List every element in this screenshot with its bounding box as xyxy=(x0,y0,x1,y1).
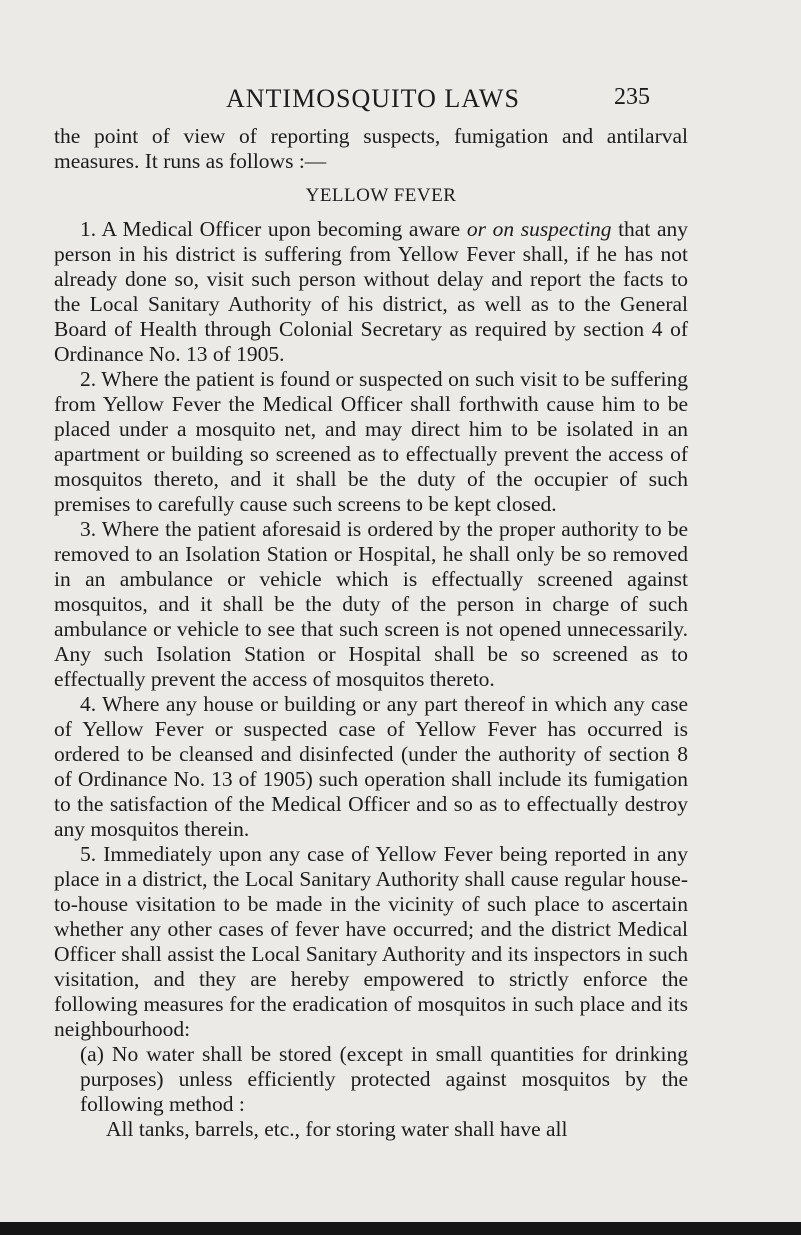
clause-1-rest: that any person in his district is suffering from Yellow Fever shall, if he has not already done so, visit such person without delay and report the facts to the Local Sanitary Authority of his district, as well as to the General Board of Health through Colonial Secretary as required by section 4 of Ordinance No. 13 of 1905. xyxy=(54,217,688,366)
body-text xyxy=(54,124,688,1142)
clause-3: 3. Where the patient aforesaid is ordered by the proper authority to be removed to an Isolation Station or Hospital, he shall only be so removed in an ambulance or vehicle which is effectually screened against mosquitos, and it shall be the duty of the person in charge of such ambulance or vehicle to see that such screen is not opened unnecessarily. Any such Isolation Station or Hospital shall be so screened as to effectually prevent the access of mosquitos thereto. xyxy=(54,517,688,691)
clause-1-italic: or on suspecting xyxy=(466,217,612,241)
intro-paragraph: the point of view of reporting suspects, fumigation and antilarval measures. It runs as follows :— xyxy=(54,124,688,173)
page-number: 235 xyxy=(614,84,650,110)
clause-1 xyxy=(54,217,688,367)
running-head xyxy=(0,84,801,118)
sub-clause-a-continuation: All tanks, barrels, etc., for storing water shall have all xyxy=(106,1117,568,1141)
sub-clause-a-text: (a) No water shall be stored (except in small quantities for drinking purposes) unless efficiently protected against mosquitos by the following method : xyxy=(80,1042,688,1116)
clause-1-lead: 1. A Medical Officer upon becoming aware xyxy=(80,217,467,241)
running-head-title: ANTIMOSQUITO LAWS xyxy=(226,84,520,113)
clause-2: 2. Where the patient is found or suspected on such visit to be suffering from Yellow Fever the Medical Officer shall forthwith cause him to be placed under a mosquito net, and may direct him to be isolated in an apartment or building so screened as to effectually prevent the access of mosquitos thereto, and it shall be the duty of the occupier of such premises to carefully cause such screens to be kept closed. xyxy=(54,367,688,516)
bottom-edge-rule xyxy=(0,1222,801,1235)
clause-5: 5. Immediately upon any case of Yellow Fever being reported in any place in a district, the Local Sanitary Authority shall cause regular house-to-house visitation to be made in the vicinity of such place to ascertain whether any other cases of fever have occurred; and the district Medical Officer shall assist the Local Sanitary Authority and its inspectors in such visitation, and they are hereby empowered to strictly enforce the following measures for the eradication of mosquitos in such place and its neighbourhood: xyxy=(54,842,688,1041)
sub-clause-a xyxy=(54,1042,688,1117)
clause-4: 4. Where any house or building or any part thereof in which any case of Yellow Fever or suspected case of Yellow Fever has occurred is ordered to be cleansed and disinfected (under the authority of section 8 of Ordinance No. 13 of 1905) such operation shall include its fumigation to the satisfaction of the Medical Officer and so as to effectually destroy any mosquitos therein. xyxy=(54,692,688,841)
section-heading: YELLOW FEVER xyxy=(305,185,457,206)
